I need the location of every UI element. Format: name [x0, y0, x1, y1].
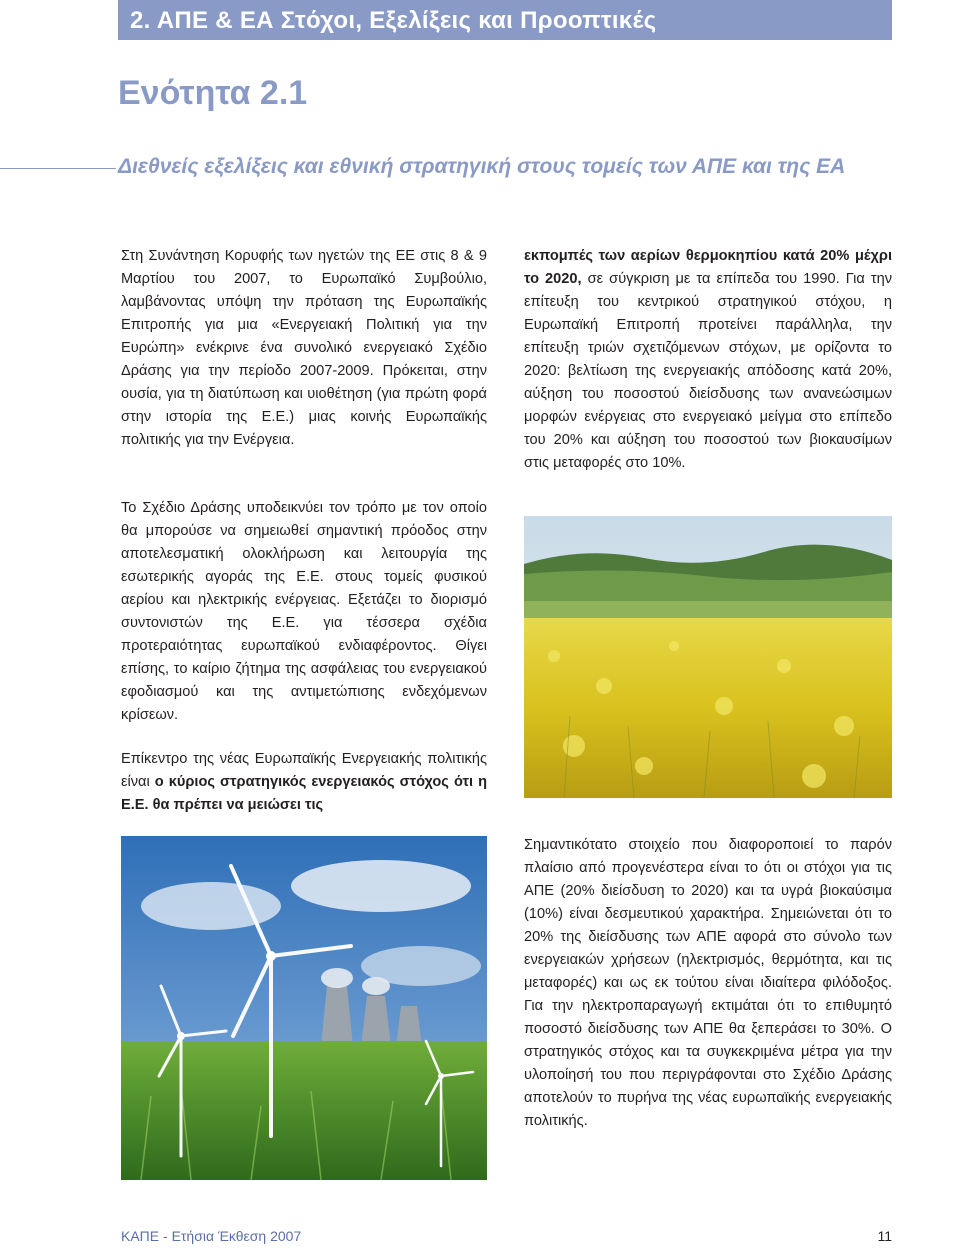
- left-paragraph-2: [121, 497, 487, 727]
- right-paragraph-1: [524, 245, 892, 475]
- paragraph-text: Σημαντικότατο στοιχείο που διαφοροποιεί το παρόν πλαίσιο από προγενέστερα είναι το ότι οι στόχοι για τις ΑΠΕ (20% διείσδυση το 2020) και τα υγρά βιοκαύσιμα (10%) είναι δεσμευτικού χαρακτήρα. Σημειώνεται ότι το 20% της διείσδυσης των ΑΠΕ αφορά στο σύνολο των ενεργειακών χρήσεων (ηλεκτρισμός, θερμότητα, και τις μεταφορές) και ως εκ τούτου είναι ιδιαίτερα φιλόδοξος. Για την ηλεκτροπαραγωγή εκτιμάται ότι το επιθυμητό ποσοστό διείσδυσης των ΑΠΕ θα ξεπεράσει το 30%. Ο στρατηγικός στόχος και τα συγκεκριμένα μέτρα για την υλοποίησή του που περιγράφονται στο Σχέδιο Δράσης αποτελούν το πυρήνα της νέας ευρωπαϊκής ενεργειακής πολιτικής.: [524, 837, 892, 1129]
- subtitle-rule: [0, 168, 116, 169]
- paragraph-text: Επίκεντρο της νέας Ευρωπαϊκής Ενεργειακής πολιτικής είναι: [121, 751, 487, 790]
- footer-text: ΚΑΠΕ - Ετήσια Έκθεση 2007: [121, 1228, 302, 1244]
- section-title: Ενότητα 2.1: [118, 74, 308, 112]
- chapter-title: 2. ΑΠΕ & ΕΑ Στόχοι, Εξελίξεις και Προοπτικές: [130, 7, 657, 34]
- paragraph-bold-text: ο κύριος στρατηγικός ενεργειακός στόχος ότι η Ε.Ε. θα πρέπει να μειώσει τις: [121, 774, 488, 813]
- left-paragraph-3: [121, 748, 487, 817]
- paragraph-text: σε σύγκριση με τα επίπεδα του 1990. Για την επίτευξη του κεντρικού στρατηγικού στόχου, η Ευρωπαϊκή Επιτροπή προτείνει παράλληλα, την επίτευξη τριών σχετιζόμενων στόχων, με ορίζοντα το 2020: βελτίωση της ενεργειακής απόδοσης κατά 20%, αύξηση του ποσοστού διείσδυσης των ανανεώσιμων μορφών ενέργειας στο ενεργειακό μείγμα στο επίπεδο του 20% και αύξηση του ποσοστού των βιοκαυσίμων στις μεταφορές στο 10%.: [524, 271, 892, 471]
- section-subtitle: Διεθνείς εξελίξεις και εθνική στρατηγική στους τομείς των ΑΠΕ και της ΕΑ: [118, 155, 846, 178]
- paragraph-text: Το Σχέδιο Δράσης υποδεικνύει τον τρόπο με τον οποίο θα μπορούσε να σημειωθεί σημαντική πρόοδος στην αποτελεσματική ολοκλήρωση και λειτουργία της εσωτερικής αγοράς της Ε.Ε. στους τομείς φυσικού αερίου και ηλεκτρικής ενέργειας. Εξετάζει το διορισμό συντονιστών της Ε.Ε. για τέσσερα σχέδια προτεραιότητας ευρωπαϊκού ενδιαφέροντος. Θίγει επίσης, το καίριο ζήτημα της ασφάλειας του ενεργειακού εφοδιασμού και της αντιμετώπισης ενδεχόμενων κρίσεων.: [121, 500, 487, 723]
- right-paragraph-2: [524, 834, 892, 1133]
- paragraph-bold-text: εκπομπές των αερίων θερμοκηπίου κατά 20% μέχρι το 2020,: [524, 248, 892, 287]
- chapter-header-bar: [118, 0, 892, 40]
- paragraph-text: Στη Συνάντηση Κορυφής των ηγετών της ΕΕ στις 8 & 9 Μαρτίου του 2007, το Ευρωπαϊκό Συμβούλιο, λαμβάνοντας υπόψη την πρόταση της Ευρωπαϊκής Επιτροπής για μια «Ενεργειακή Πολιτική για την Ευρώπη» ενέκρινε ένα συνολικό ενεργειακό Σχέδιο Δράσης για την περίοδο 2007-2009. Πρόκειται, στην ουσία, για τη διατύπωση και υιοθέτηση (για πρώτη φορά στην ιστορία της Ε.Ε.) μιας κοινής Ευρωπαϊκής πολιτικής για την Ενέργεια.: [121, 248, 487, 448]
- left-paragraph-1: [121, 245, 487, 452]
- page-number: 11: [877, 1228, 892, 1244]
- wind-turbines-photo: [121, 836, 487, 1180]
- rapeseed-field-photo: [524, 516, 892, 798]
